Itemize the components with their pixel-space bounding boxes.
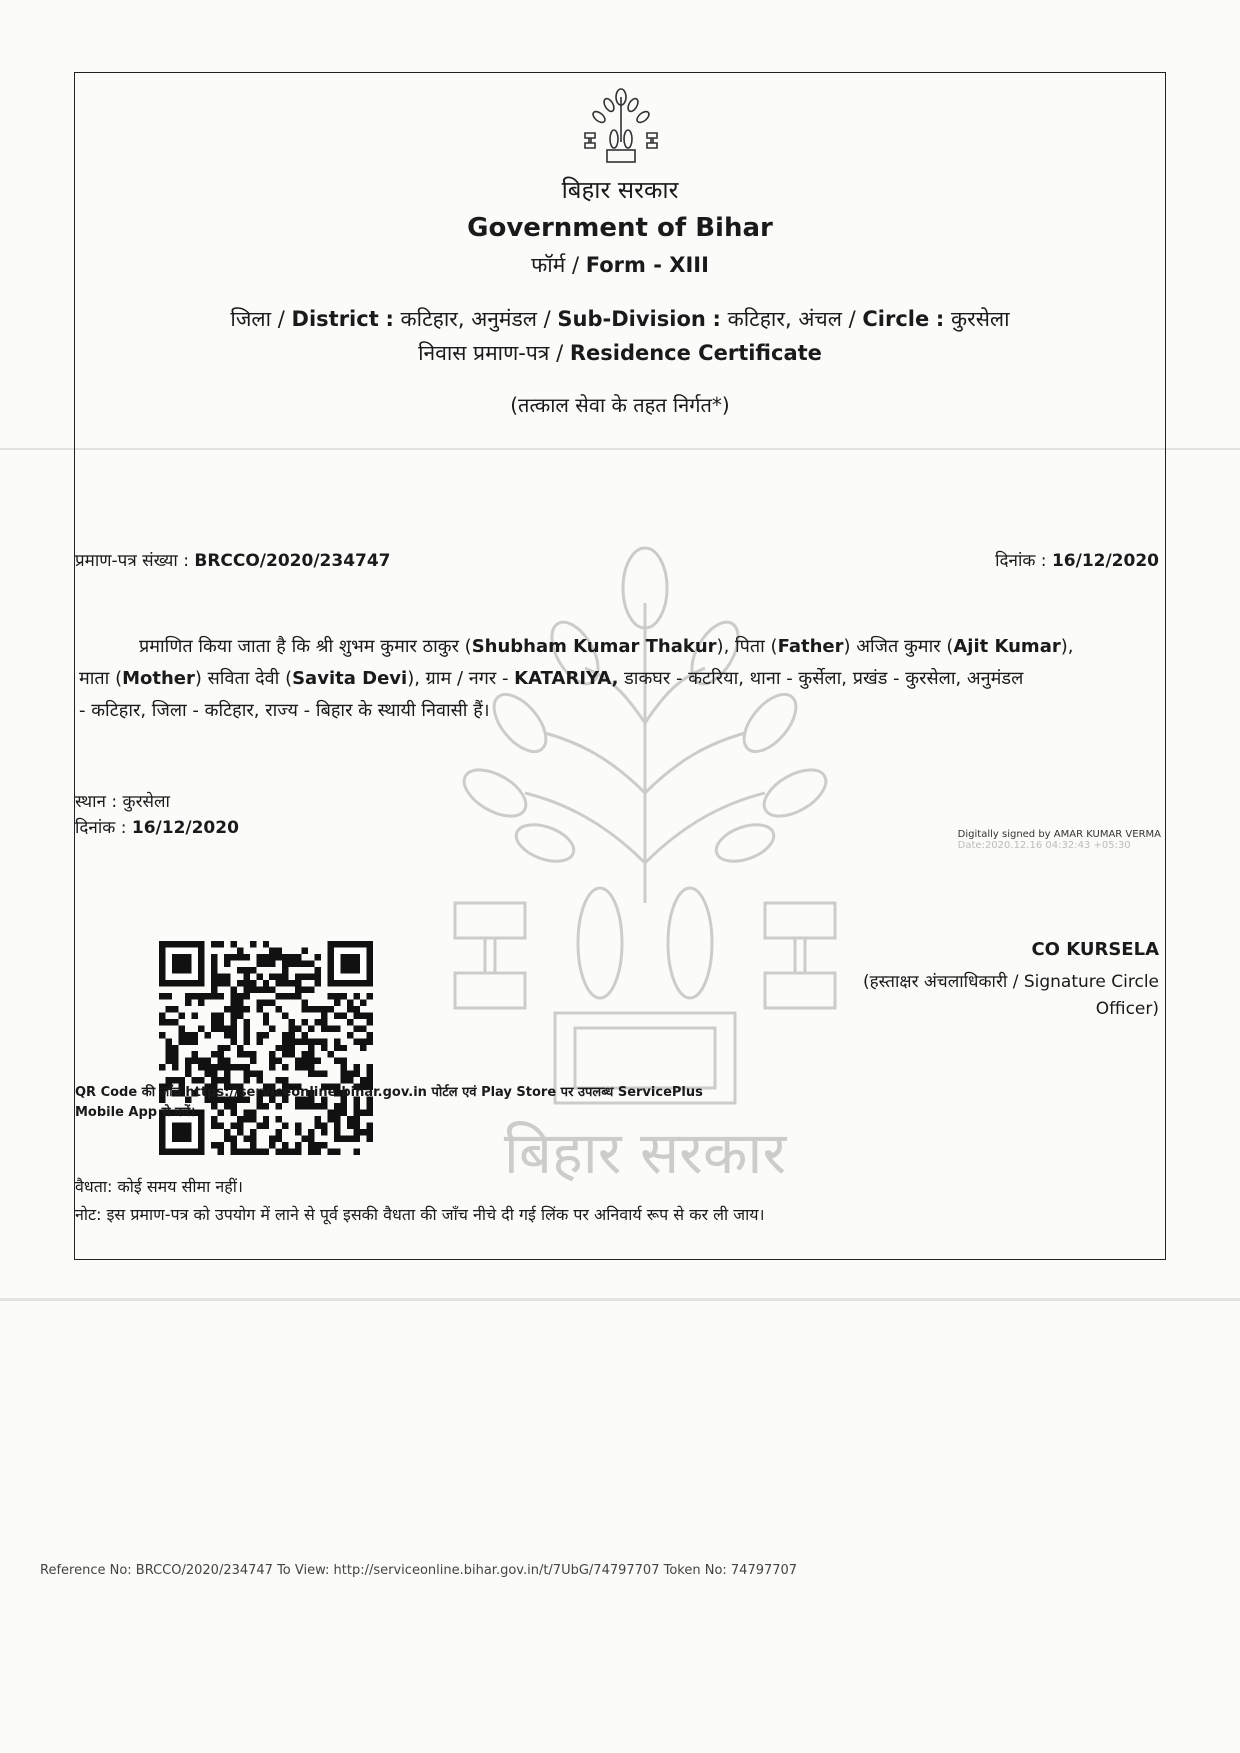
verification-url[interactable]: https://serviceonline.bihar.gov.in [185, 1085, 427, 1100]
officer-name: CO KURSELA [1031, 939, 1159, 960]
issue-date-label: दिनांक : [995, 551, 1047, 571]
place-label: स्थान : कुरसेला [75, 792, 170, 812]
form-number [75, 251, 1165, 279]
validity-line: वैधता: कोई समय सीमा नहीं। [75, 1177, 243, 1196]
qr-note-line-2: Mobile App से करें। [75, 1105, 196, 1120]
designation-line-1: (हस्ताक्षर अंचलाधिकारी / Signature Circle [863, 972, 1159, 992]
digital-signature [958, 829, 1161, 851]
cert-number-label: प्रमाण-पत्र संख्या : [75, 551, 189, 571]
district-label-hindi: जिला [230, 307, 272, 331]
issue-date-value: 16/12/2020 [1051, 551, 1159, 571]
footer-reference: Reference No: BRCCO/2020/234747 To View: http://serviceonline.bihar.gov.in/t/7UbG/74797707 Token No: 74797707 [40, 1563, 798, 1578]
qr-note-line-1: QR Code की जाँच https://serviceonline.bihar.gov.in पोर्टल एवं Play Store पर उपलब्ध ServicePlus [75, 1085, 703, 1100]
validity-section [75, 1173, 765, 1229]
jurisdiction-line: जिला / District : कटिहार, अनुमंडल / Sub-Division : कटिहार, अंचल / Circle : कुरसेला [230, 307, 1010, 331]
bihar-emblem-logo [571, 87, 671, 167]
emblem-seal-text: बिहार सरकार [503, 1119, 787, 1187]
cert-number-value: BRCCO/2020/234747 [194, 551, 391, 571]
place-date [75, 815, 239, 838]
designation-line-2: Officer) [1095, 999, 1159, 1019]
circle-label-english: Circle [862, 307, 930, 331]
circle-label-hindi: अंचल [798, 307, 842, 331]
tatkal-note: (तत्काल सेवा के तहत निर्गत*) [510, 393, 730, 417]
father-name: Ajit Kumar [953, 636, 1061, 657]
form-label-english: Form - XIII [585, 253, 709, 277]
officer-designation [863, 969, 1159, 1023]
subdivision-label-hindi: अनुमंडल [471, 307, 537, 331]
body-line-1: प्रमाणित किया जाता है कि श्री शुभम कुमार ठाकुर (Shubham Kumar Thakur), पिता (Father) अजित कुमार (Ajit Kumar), [139, 636, 1074, 657]
certificate-number [75, 548, 391, 571]
fold-crease-bottom [0, 1298, 1240, 1301]
certificate-frame [74, 72, 1166, 1260]
cert-title-english: Residence Certificate [569, 341, 822, 365]
place-date-value: 16/12/2020 [131, 818, 239, 838]
district-label-english: District [291, 307, 379, 331]
digital-signature-date: Date:2020.12.16 04:32:43 +05:30 [957, 840, 1131, 851]
village-name: KATARIYA, [514, 668, 619, 689]
title-english: Government of Bihar [467, 213, 773, 243]
validity-note: नोट: इस प्रमाण-पत्र को उपयोग में लाने से पूर्व इसकी वैधता की जाँच नीचे दी गई लिंक पर अनिवार्य रूप से कर ली जाय। [75, 1205, 765, 1224]
digital-signature-signer: Digitally signed by AMAR KUMAR VERMA [957, 829, 1161, 840]
form-separator: / [565, 253, 586, 277]
circle-value: कुरसेला [951, 307, 1010, 331]
holder-name: Shubham Kumar Thakur [471, 636, 717, 657]
form-label-hindi: फॉर्म [531, 253, 566, 277]
mother-name: Savita Devi [292, 668, 408, 689]
cert-title-hindi: निवास प्रमाण-पत्र [418, 341, 550, 365]
body-line-3: - कटिहार, जिला - कटिहार, राज्य - बिहार के स्थायी निवासी हैं। [79, 700, 490, 721]
district-value: कटिहार [400, 307, 458, 331]
subdivision-value: कटिहार [727, 307, 785, 331]
place-date-label: दिनांक : [75, 818, 127, 838]
qr-verification-note [75, 1083, 703, 1123]
certificate-body [79, 631, 1159, 727]
certificate-title: निवास प्रमाण-पत्र / Residence Certificate [418, 341, 822, 365]
subdivision-label-english: Sub-Division [557, 307, 706, 331]
body-line-2: माता (Mother) सविता देवी (Savita Devi), ग्राम / नगर - KATARIYA, डाकघर - कटरिया, थाना - कुर्सेला, प्रखंड - कुरसेला, अनुमंडल [79, 668, 1024, 689]
issue-date [995, 548, 1159, 571]
title-hindi: बिहार सरकार [561, 176, 679, 204]
